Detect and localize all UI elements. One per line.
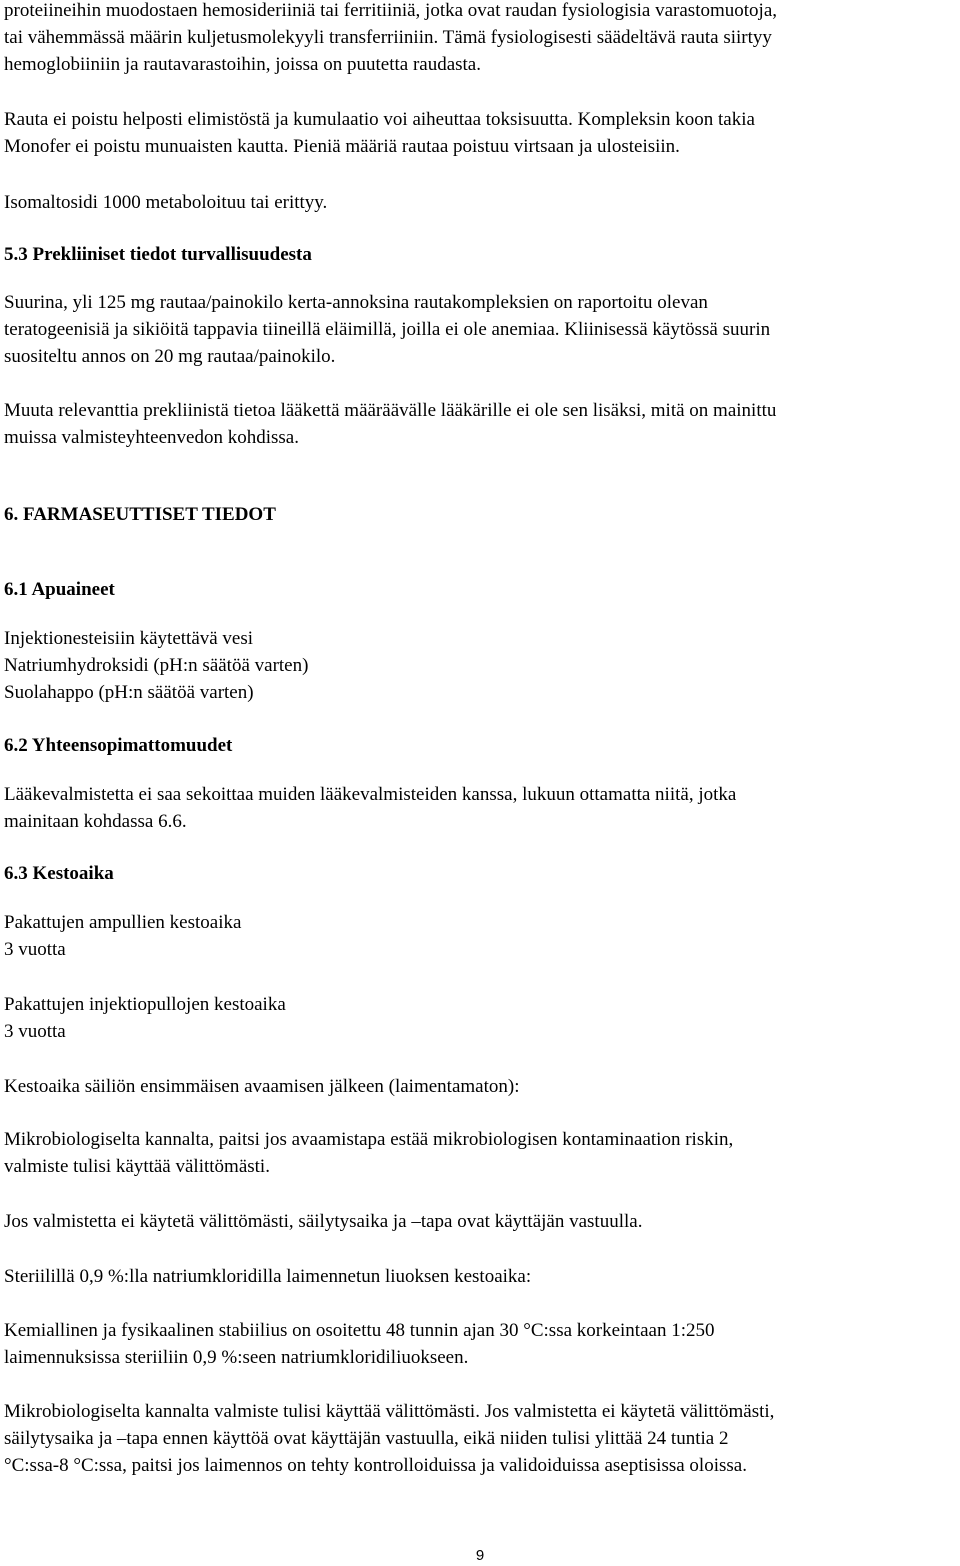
paragraph-chemical-stability: Kemiallinen ja fysikaalinen stabiilius on osoitettu 48 tunnin ajan 30 °C:ssa korkeintaan 1:250 laimennuksissa steriiliin 0,9 %:seen natriumkloridiliuokseen. xyxy=(4,1320,715,1368)
paragraph-ampoule-shelf-life: Pakattujen ampullien kestoaika 3 vuotta xyxy=(4,912,242,960)
paragraph-user-responsibility: Jos valmistetta ei käytetä välittömästi, säilytysaika ja –tapa ovat käyttäjän vastuulla. xyxy=(4,1211,643,1232)
paragraph-vial-shelf-life: Pakattujen injektiopullojen kestoaika 3 vuotta xyxy=(4,994,286,1042)
section-heading-6-3: 6.3 Kestoaika xyxy=(4,863,114,884)
paragraph-incompatibilities: Lääkevalmistetta ei saa sekoittaa muiden lääkevalmisteiden kanssa, lukuun ottamatta niitä, jotka mainitaan kohdassa 6.6. xyxy=(4,784,737,832)
page-number: 9 xyxy=(475,1547,485,1564)
paragraph-iron-elimination: Rauta ei poistu helposti elimistöstä ja kumulaatio voi aiheuttaa toksisuutta. Kompleksin koon takia Monofer ei poistu munuaisten kautta. Pieniä määriä rautaa poistuu virtsaan ja ulosteisiin. xyxy=(4,109,755,157)
paragraph-other-preclinical: Muuta relevanttia prekliinistä tietoa lääkettä määräävälle lääkärille ei ole sen lisäksi, mitä on mainittu muissa valmisteyhteenvedon kohdissa. xyxy=(4,400,777,448)
paragraph-microbiological: Mikrobiologiselta kannalta, paitsi jos avaamistapa estää mikrobiologisen kontaminaation riskin, valmiste tulisi käyttää välittömästi. xyxy=(4,1129,734,1177)
section-heading-6: 6. FARMASEUTTISET TIEDOT xyxy=(4,504,276,525)
section-heading-6-1: 6.1 Apuaineet xyxy=(4,579,115,600)
paragraph-microbiological-diluted: Mikrobiologiselta kannalta valmiste tulisi käyttää välittömästi. Jos valmistetta ei käytetä välittömästi, säilytysaika ja –tapa ennen käyttöä ovat käyttäjän vastuulla, eikä niiden tulisi ylittää 24 tuntia 2 °C:ssa-8 °C:ssa, paitsi jos laimennos on tehty kontrolloiduissa ja validoiduissa aseptisissa oloissa. xyxy=(4,1401,775,1476)
excipients-list: Injektionesteisiin käytettävä vesi Natriumhydroksidi (pH:n säätöä varten) Suolahappo (pH:n säätöä varten) xyxy=(4,628,309,703)
section-heading-6-2: 6.2 Yhteensopimattomuudet xyxy=(4,735,233,756)
paragraph-iron-storage: proteiineihin muodostaen hemosideriiniä tai ferritiiniä, jotka ovat raudan fysiologisia varastomuotoja, tai vähemmässä määrin kuljetusmolekyyli transferriiniin. Tämä fysiologisesti säädeltävä rauta siirtyy hemoglobiiniin ja rautavarastoihin, joissa on puutetta raudasta. xyxy=(4,0,777,75)
section-heading-5-3: 5.3 Prekliiniset tiedot turvallisuudesta xyxy=(4,244,312,265)
paragraph-isomaltoside: Isomaltosidi 1000 metaboloituu tai erittyy. xyxy=(4,192,328,213)
paragraph-after-opening: Kestoaika säiliön ensimmäisen avaamisen jälkeen (laimentamaton): xyxy=(4,1076,520,1097)
paragraph-diluted-shelf-life: Steriilillä 0,9 %:lla natriumkloridilla laimennetun liuoksen kestoaika: xyxy=(4,1266,532,1287)
paragraph-teratogenic: Suurina, yli 125 mg rautaa/painokilo kerta-annoksina rautakompleksien on raportoitu olevan teratogeenisiä ja sikiöitä tappavia tiineillä eläimillä, joilla ei ole anemiaa. Kliinisessä käytössä suurin suositeltu annos on 20 mg rautaa/painokilo. xyxy=(4,292,771,367)
